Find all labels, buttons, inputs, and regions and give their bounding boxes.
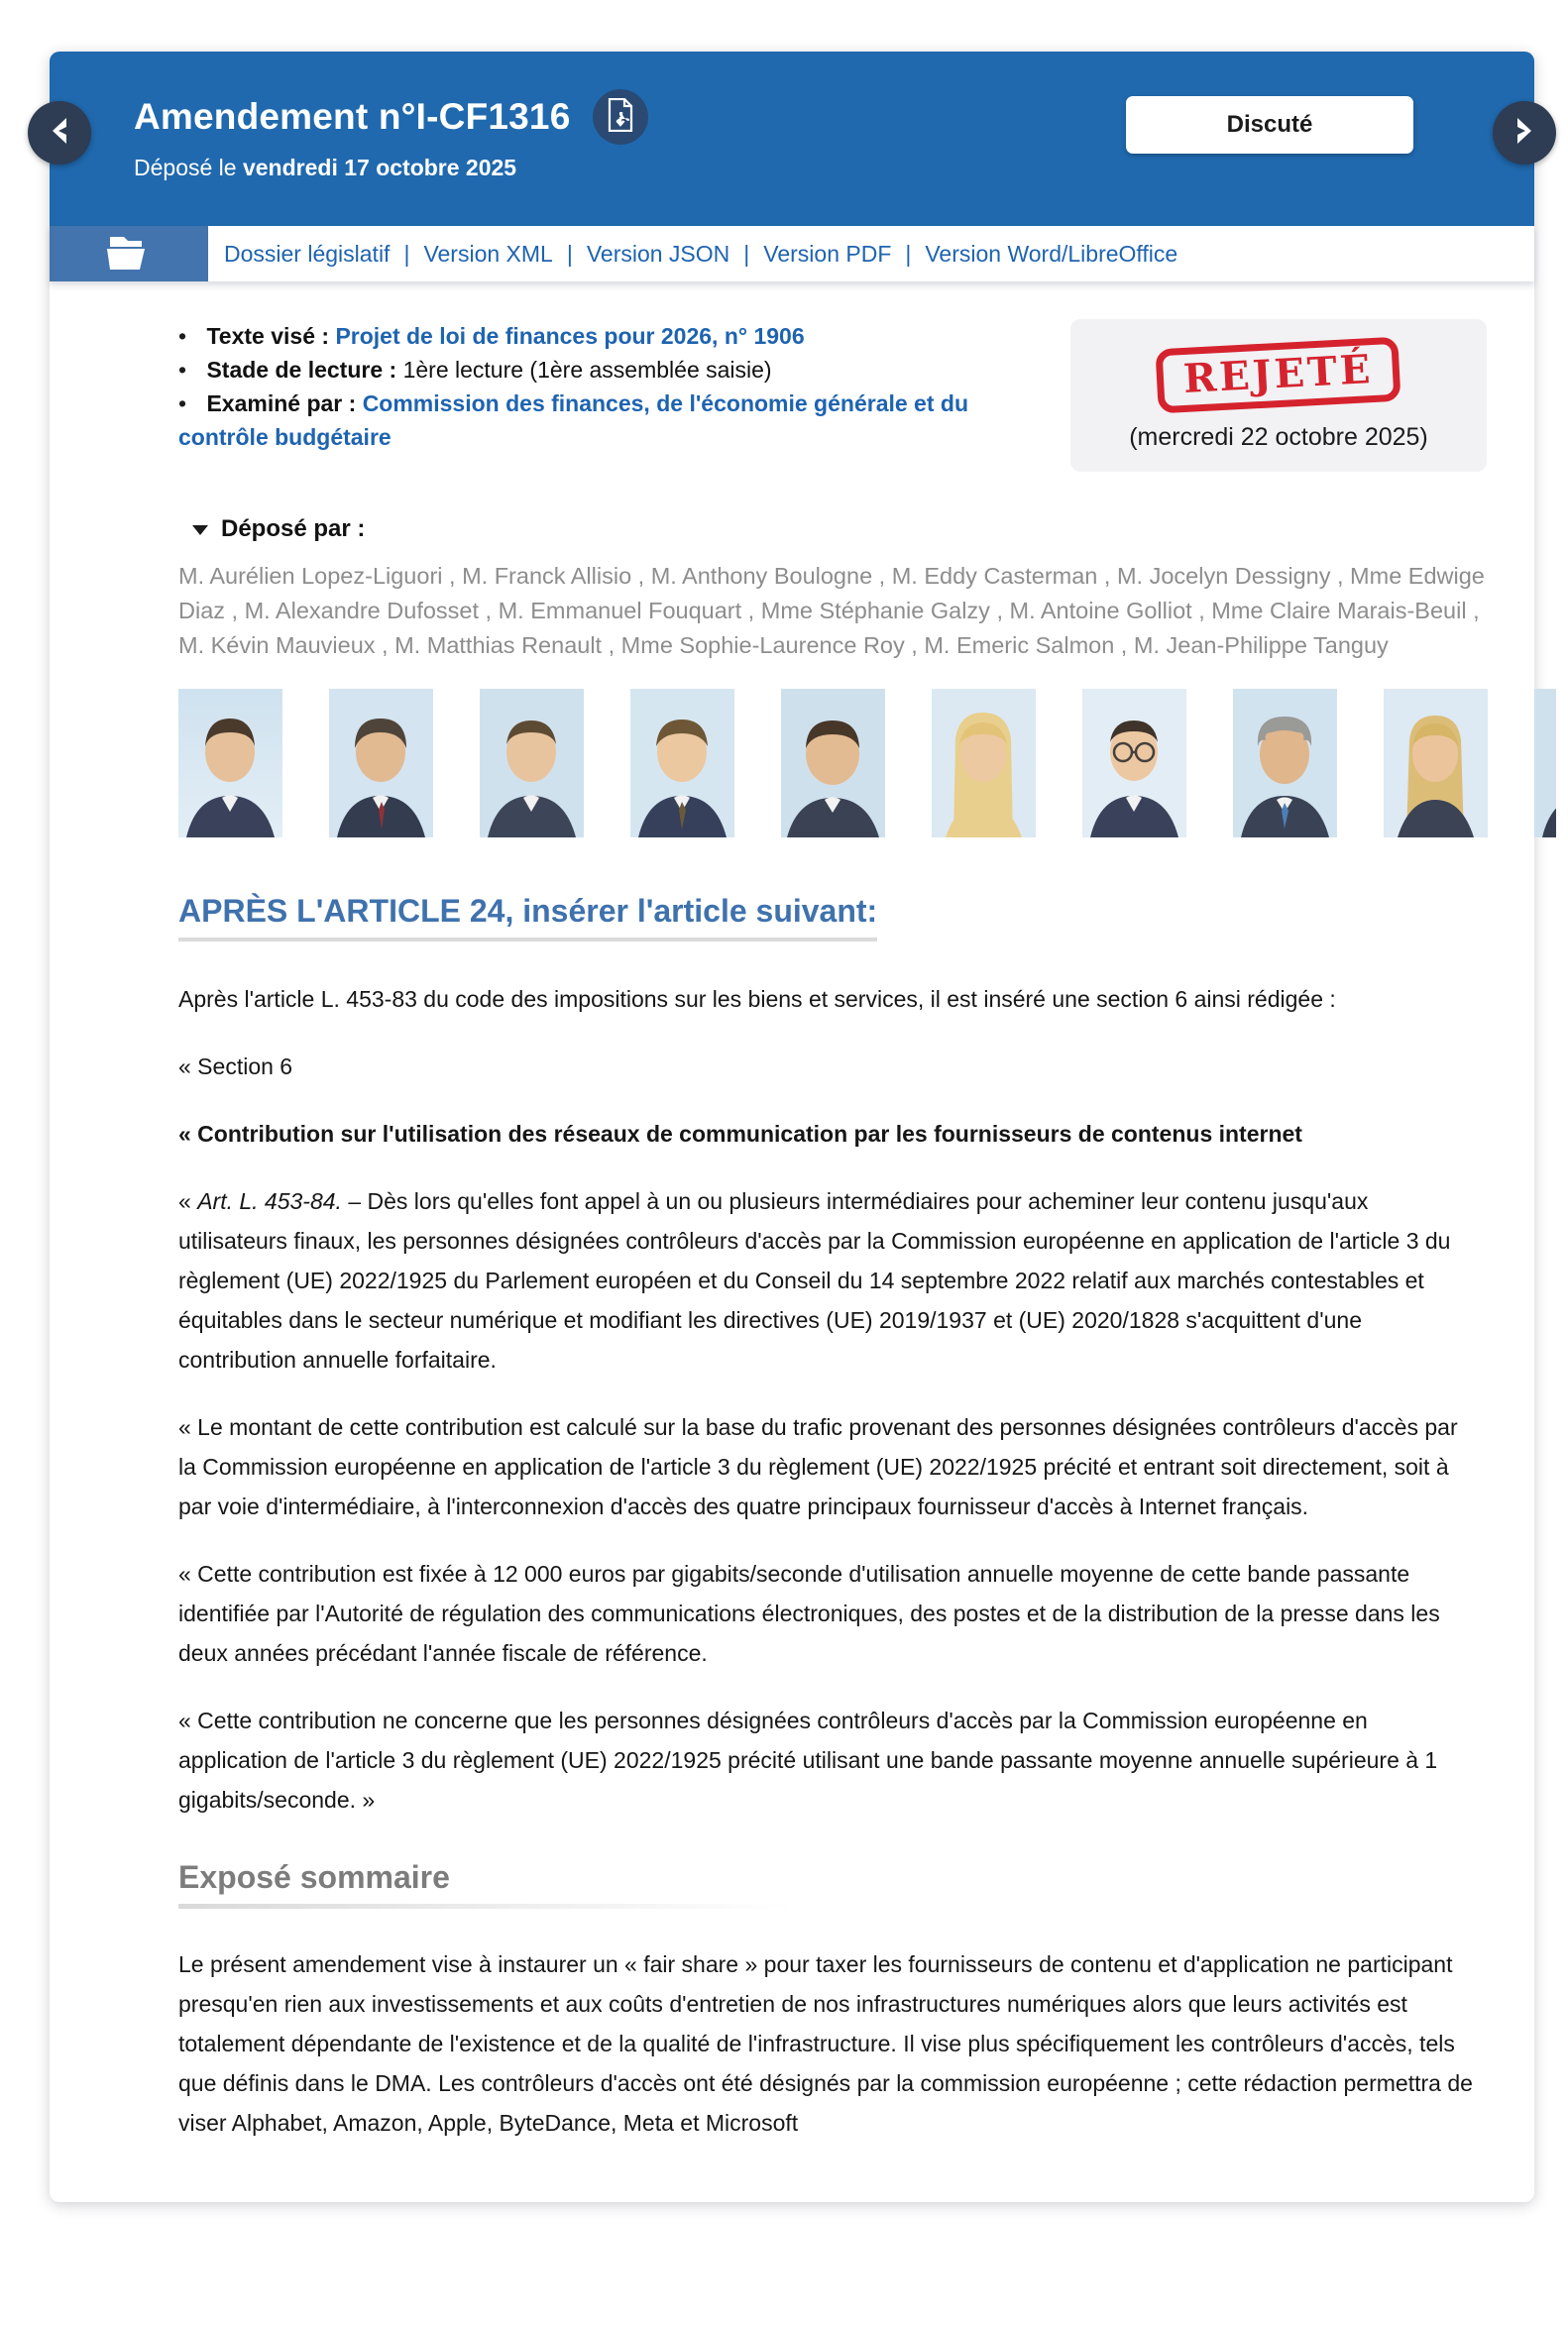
expose-sommaire-heading: Exposé sommaire [178,1859,793,1909]
commission-link[interactable]: Commission des finances, de l'économie générale et du contrôle budgétaire [178,390,968,450]
decision-card [1070,319,1487,472]
link-version-pdf[interactable]: Version PDF | [763,241,925,268]
deputy-photo[interactable] [1082,689,1186,837]
page-title: Amendement n°I-CF1316 [134,96,571,137]
link-version-json[interactable]: Version JSON | [587,241,763,268]
summary-paragraph: Le présent amendement vise à instaurer un « fair share » pour taxer les fournisseurs de contenu et d'application ne participant presqu'en rien aux investissements et aux coûts d'entretien de nos infrastructures numériques alors que leurs activités est totalement dépendante de l'existence et de la qualité de l'infrastructure. Il vise plus spécifiquement les contrôleurs d'accès, tels que définis dans le DMA. Les contrôleurs d'accès ont été désignés par la commission européenne ; cette rédaction permettra de viser Alphabet, Amazon, Apple, ByteDance, Meta et Microsoft [178,1951,1473,2136]
deputy-photo[interactable] [630,689,734,837]
folder-icon [104,231,154,277]
version-links [208,226,1177,281]
article-paragraph: « Le montant de cette contribution est calculé sur la base du trafic provenant des personnes désignées contrôleurs d'accès par la Commission européenne en application de l'article 3 du règlement (UE) 2022/1925 précité et entrant soit directement, soit à par voie d'intermédiaire, à l'interconnexion d'accès des quatre principaux fournisseur d'accès à Internet français. [178,1414,1458,1519]
next-amendment-button[interactable] [1493,101,1556,165]
amendment-header [50,52,1534,226]
version-links-bar [50,226,1534,281]
deputy-photo[interactable] [932,689,1036,837]
previous-amendment-button[interactable] [28,101,91,165]
deputy-photo[interactable] [1233,689,1337,837]
link-version-xml[interactable]: Version XML | [423,241,586,268]
article-paragraph: « Cette contribution est fixée à 12 000 euros par gigabits/seconde d'utilisation annuelle moyenne de cette bande passante identifiée par l'Autorité de régulation des communications électroniques, des postes et de la distribution de la presse dans les deux années précédant l'année fiscale de référence. [178,1561,1440,1666]
authors-names[interactable]: M. Aurélien Lopez-Liguori , M. Franck Allisio , M. Anthony Boulogne , M. Eddy Casterman , M. Jocelyn Dessigny , Mme Edwige Diaz , M. Alexandre Dufosset , M. Emmanuel Fouquart , Mme Stéphanie Galzy , M. Antoine Golliot , Mme Claire Marais-Beuil , M. Kévin Mauvieux , M. Matthias Renault , Mme Sophie-Laurence Roy , M. Emeric Salmon , M. Jean-Philippe Tanguy [178,563,1485,658]
chevron-down-icon [191,515,209,543]
link-dossier-legislatif[interactable]: Dossier législatif | [224,241,423,268]
pdf-download-button[interactable] [593,89,648,145]
deputy-photo[interactable] [480,689,584,837]
article-paragraph: « Contribution sur l'utilisation des réseaux de communication par les fournisseurs de contenus internet [178,1121,1302,1147]
article-body [50,941,1534,1820]
meta-list [178,319,1041,454]
expose-sommaire-body [50,1909,1534,2143]
chevron-left-icon [47,116,72,151]
chevron-right-icon [1512,116,1537,151]
meta-texte-vise: • Texte visé : Projet de loi de finances pour 2026, n° 1906 [178,319,1041,353]
dossier-folder-cell [50,226,208,281]
meta-section [50,281,1534,472]
meta-examine-par: • Examiné par : Commission des finances, de l'économie générale et du contrôle budgétaire [178,387,1041,454]
article-paragraph: « Art. L. 453-84. – Dès lors qu'elles font appel à un ou plusieurs intermédiaires pour acheminer leur contenu jusqu'aux utilisateurs finaux, les personnes désignées contrôleurs d'accès par la Commission européenne en application de l'article 3 du règlement (UE) 2022/1925 du Parlement européen et du Conseil du 14 septembre 2022 relatif aux marchés contestables et équitables dans le secteur numérique et modifiant les directives (UE) 2019/1937 et (UE) 2020/1828 s'acquittent d'une contribution annuelle forfaitaire. [178,1188,1451,1373]
texte-vise-link[interactable]: Projet de loi de finances pour 2026, n° 1906 [335,323,805,349]
article-paragraph: Après l'article L. 453-83 du code des impositions sur les biens et services, il est inséré une section 6 ainsi rédigée : [178,986,1336,1012]
link-version-word[interactable]: Version Word/LibreOffice [925,240,1178,267]
decision-date: (mercredi 22 octobre 2025) [1129,423,1428,451]
deputy-photo[interactable] [178,689,282,837]
deputy-photo[interactable] [1534,689,1556,837]
deputy-photo[interactable] [329,689,433,837]
article-paragraph: « Cette contribution ne concerne que les personnes désignées contrôleurs d'accès par la Commission européenne en application de l'article 3 du règlement (UE) 2022/1925 précité utilisant une bande passante moyenne annuelle supérieure à 1 gigabits/seconde. » [178,1708,1438,1813]
pdf-document-icon [606,98,635,137]
deputy-photo[interactable] [781,689,885,837]
deposit-date: Déposé le vendredi 17 octobre 2025 [134,155,517,180]
amendment-card [50,52,1534,2202]
authors-toggle[interactable]: Déposé par : [191,515,1487,543]
deputy-photo[interactable] [1384,689,1488,837]
article-heading: APRÈS L'ARTICLE 24, insérer l'article suivant: [178,893,877,941]
status-discute-button[interactable]: Discuté [1126,96,1413,154]
deputy-photos-row [178,689,1556,837]
meta-stade-lecture: • Stade de lecture : 1ère lecture (1ère assemblée saisie) [178,353,1041,387]
article-paragraph: « Section 6 [178,1053,293,1079]
rejected-stamp: REJETÉ [1156,337,1401,414]
